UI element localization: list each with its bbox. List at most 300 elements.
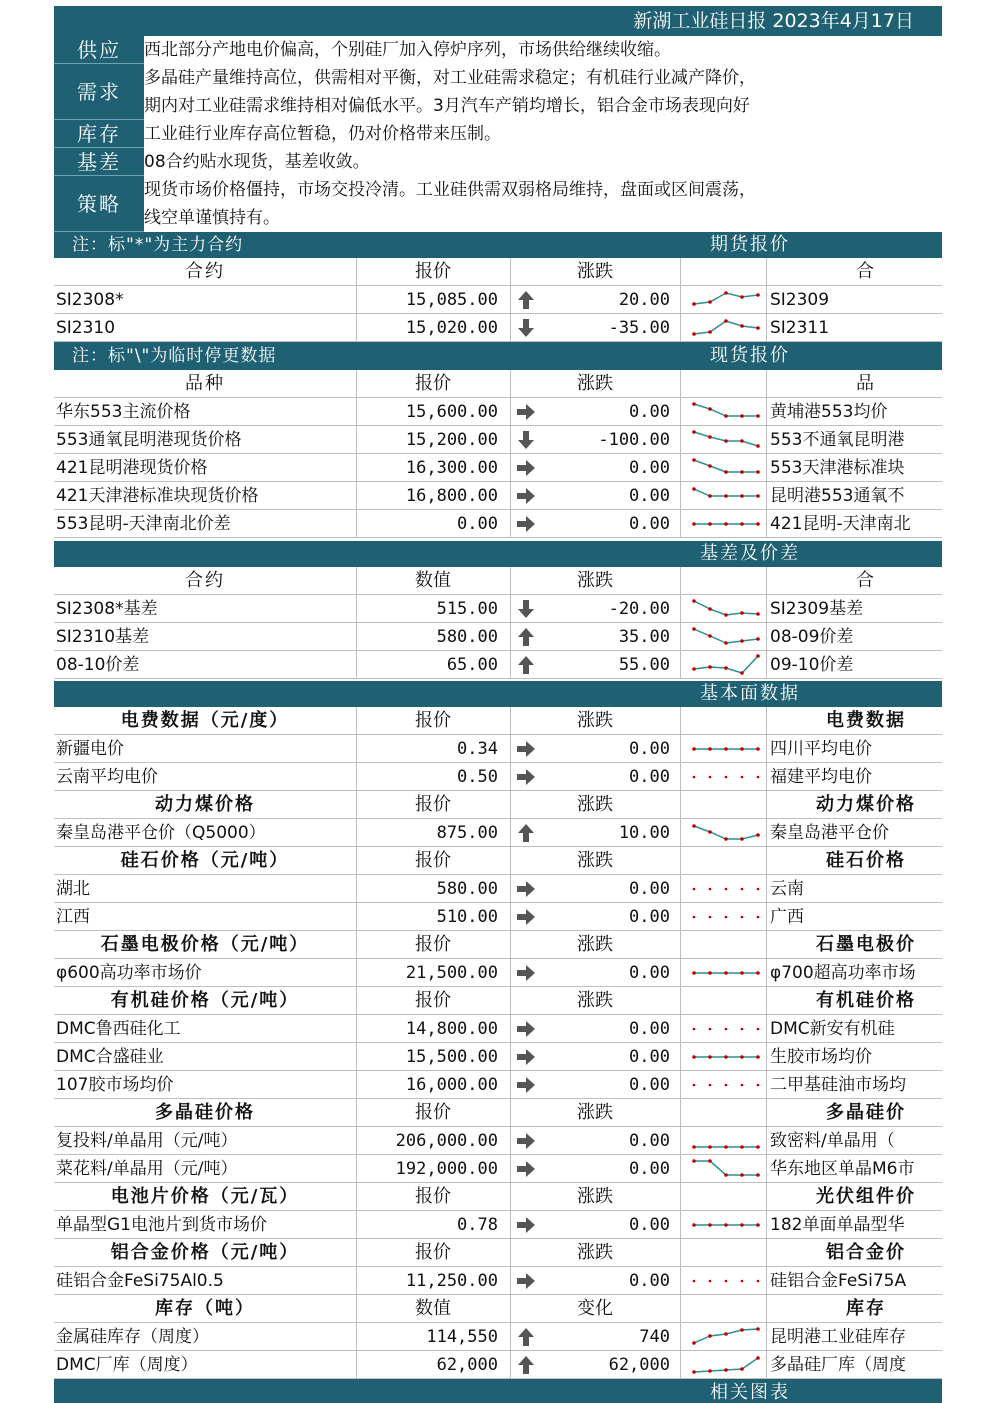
sparkline-point — [708, 665, 712, 669]
footer-title: 相关图表 — [710, 1382, 790, 1403]
sparkline-point — [741, 1280, 744, 1283]
commentary-line: 现货市场价格僵持，市场交投冷清。工业硅供需双弱格局维持，盘面或区间震荡， — [144, 180, 756, 200]
row-name: 菜花料/单晶用（元/吨） — [56, 1159, 238, 1179]
report-title: 新湖工业硅日报 2023年4月17日 — [633, 10, 914, 32]
column-divider — [680, 370, 681, 538]
row-price: 0.78 — [457, 1215, 498, 1235]
header-change: 涨跌 — [577, 1102, 613, 1123]
sparkline-point — [708, 747, 712, 751]
row-sparkline — [684, 454, 764, 482]
sparkline-point — [757, 888, 760, 891]
row-price: 192,000.00 — [395, 1159, 498, 1179]
row-sparkline — [684, 1015, 764, 1043]
table-header-row — [54, 1099, 942, 1127]
column-divider — [356, 567, 357, 679]
row-change: 10.00 — [618, 823, 670, 843]
sparkline-point — [741, 1028, 744, 1031]
sparkline-chart — [690, 288, 762, 312]
row-right-name: 多晶硅厂库（周度 — [770, 1355, 906, 1375]
sparkline-point — [741, 1084, 744, 1087]
header-name: 有机硅价格（元/吨） — [110, 990, 300, 1011]
sparkline-point — [708, 1369, 712, 1373]
row-name: 湖北 — [56, 879, 90, 899]
sparkline-point — [756, 637, 760, 641]
header-change: 涨跌 — [577, 261, 613, 282]
header-change: 涨跌 — [577, 1186, 613, 1207]
header-price: 报价 — [415, 1102, 451, 1123]
sparkline-line — [694, 1329, 758, 1343]
sparkline-point — [756, 1173, 760, 1177]
sparkline-point — [740, 1367, 744, 1371]
row-price: 65.00 — [446, 655, 498, 675]
table-row — [54, 1043, 942, 1071]
header-price: 报价 — [415, 373, 451, 394]
sparkline-point — [708, 522, 712, 526]
sparkline-point — [692, 667, 696, 671]
header-name: 库存（吨） — [155, 1298, 255, 1319]
sparkline-point — [724, 470, 728, 474]
row-name: φ600高功率市场价 — [56, 963, 202, 983]
header-price: 报价 — [415, 261, 451, 282]
table-row — [54, 482, 942, 510]
sparkline-point — [692, 1223, 696, 1227]
sparkline-point — [740, 671, 744, 675]
row-name: 553通氧昆明港现货价格 — [56, 430, 242, 450]
row-price: 11,250.00 — [405, 1271, 498, 1291]
sparkline-point — [756, 1055, 760, 1059]
header-right: 有机硅价格 — [816, 990, 916, 1011]
sparkline-point — [740, 324, 744, 328]
sparkline-point — [708, 407, 712, 411]
row-price: 21,500.00 — [405, 963, 498, 983]
table-row — [54, 426, 942, 454]
row-sparkline — [684, 959, 764, 987]
sparkline-point — [756, 444, 760, 448]
report-title-bar — [54, 6, 942, 36]
sparkline-point — [724, 613, 728, 617]
header-change: 涨跌 — [577, 794, 613, 815]
table-row — [54, 1351, 942, 1379]
sparkline-point — [708, 1334, 712, 1338]
table-row — [54, 623, 942, 651]
row-sparkline — [684, 623, 764, 651]
row-name: 421昆明港现货价格 — [56, 458, 208, 478]
sparkline-point — [725, 1028, 728, 1031]
sparkline-point — [756, 494, 760, 498]
row-price: 0.00 — [457, 514, 498, 534]
sparkline-point — [693, 916, 696, 919]
column-divider — [680, 707, 681, 1379]
sparkline-point — [740, 439, 744, 443]
table-row — [54, 510, 942, 538]
header-price: 数值 — [415, 1298, 451, 1319]
row-sparkline — [684, 510, 764, 538]
row-right-name: 08-09价差 — [770, 627, 854, 647]
row-right-name: 秦皇岛港平仓价 — [770, 823, 889, 843]
row-right-name: SI2309基差 — [770, 599, 864, 619]
sparkline-point — [724, 1223, 728, 1227]
row-change: 0.00 — [629, 1131, 670, 1151]
sparkline-point — [724, 1332, 728, 1336]
row-name: SI2310基差 — [56, 627, 150, 647]
row-sparkline — [684, 314, 764, 342]
sparkline-line — [694, 826, 758, 839]
row-change: 740 — [639, 1327, 670, 1347]
sparkline-chart — [690, 1017, 762, 1041]
header-change: 涨跌 — [577, 570, 613, 591]
column-divider — [510, 258, 511, 342]
report-sheet — [54, 6, 942, 1403]
table-row — [54, 314, 942, 342]
row-right-name: 福建平均电价 — [770, 767, 872, 787]
sparkline-chart — [690, 1073, 762, 1097]
sparkline-line — [694, 601, 758, 615]
sparkline-point — [757, 1084, 760, 1087]
table-row — [54, 875, 942, 903]
sparkline-point — [692, 1055, 696, 1059]
row-change: 0.00 — [629, 458, 670, 478]
row-name: 云南平均电价 — [56, 767, 158, 787]
sparkline-point — [756, 522, 760, 526]
row-name: 秦皇岛港平仓价（Q5000） — [56, 823, 266, 843]
sparkline-point — [724, 439, 728, 443]
sparkline-point — [757, 776, 760, 779]
sparkline-chart — [690, 484, 762, 508]
row-change: 35.00 — [618, 627, 670, 647]
sparkline-point — [709, 888, 712, 891]
header-right: 电费数据 — [826, 710, 906, 731]
sparkline-point — [756, 1356, 760, 1360]
row-right-name: 硅铝合金FeSi75A — [770, 1271, 907, 1291]
row-right-name: 182单面单晶型华 — [770, 1215, 905, 1235]
table-row — [54, 1267, 942, 1295]
header-name: 动力煤价格 — [155, 794, 255, 815]
header-change: 涨跌 — [577, 710, 613, 731]
sparkline-point — [740, 1173, 744, 1177]
row-price: 16,000.00 — [405, 1075, 498, 1095]
row-price: 580.00 — [436, 627, 498, 647]
row-right-name: 华东地区单晶M6市 — [770, 1159, 915, 1179]
table-row — [54, 454, 942, 482]
section-title: 期货报价 — [710, 234, 790, 255]
commentary-line: 多晶硅产量维持高位，供需相对平衡，对工业硅需求稳定；有机硅行业减产降价， — [144, 68, 756, 88]
table-row — [54, 286, 942, 314]
sparkline-point — [708, 330, 712, 334]
row-name: DMC鲁西硅化工 — [56, 1019, 181, 1039]
sparkline-chart — [690, 1129, 762, 1153]
header-price: 报价 — [415, 990, 451, 1011]
sparkline-chart — [690, 625, 762, 649]
sparkline-chart — [690, 1325, 762, 1349]
row-right-name: 云南 — [770, 879, 804, 899]
row-sparkline — [684, 1071, 764, 1099]
row-name: 单晶型G1电池片到货市场价 — [56, 1215, 267, 1235]
row-right-name: 昆明港553通氧不 — [770, 486, 905, 506]
commentary-category-0: 供应 — [54, 36, 144, 64]
sparkline-chart — [690, 512, 762, 536]
column-divider — [766, 567, 767, 679]
row-sparkline — [684, 1043, 764, 1071]
column-divider — [356, 707, 357, 1379]
row-change: 55.00 — [618, 655, 670, 675]
sparkline-point — [709, 1028, 712, 1031]
sparkline-point — [756, 1327, 760, 1331]
commentary-category-4: 策略 — [54, 176, 144, 232]
header-right: 光伏组件价 — [816, 1186, 916, 1207]
header-change: 涨跌 — [577, 373, 613, 394]
sparkline-point — [693, 1280, 696, 1283]
sparkline-point — [740, 494, 744, 498]
row-change: 0.00 — [629, 1159, 670, 1179]
sparkline-point — [725, 1084, 728, 1087]
row-change: 0.00 — [629, 514, 670, 534]
sparkline-chart — [690, 765, 762, 789]
section-note: 注：标"*"为主力合约 — [72, 235, 244, 255]
row-sparkline — [684, 1155, 764, 1183]
sparkline-point — [740, 470, 744, 474]
section-note: 注：标"\"为临时停更数据 — [72, 346, 277, 366]
row-change: 0.00 — [629, 486, 670, 506]
column-divider — [766, 258, 767, 342]
table-header-row — [54, 931, 942, 959]
sparkline-point — [724, 319, 728, 323]
sparkline-point — [740, 414, 744, 418]
sparkline-point — [740, 295, 744, 299]
header-change: 涨跌 — [577, 990, 613, 1011]
commentary-category-3: 基差 — [54, 148, 144, 176]
row-name: 江西 — [56, 907, 90, 927]
sparkline-point — [740, 1223, 744, 1227]
sparkline-point — [692, 487, 696, 491]
sparkline-line — [694, 1161, 758, 1175]
header-change: 涨跌 — [577, 850, 613, 871]
row-change: 62,000 — [608, 1355, 670, 1375]
sparkline-point — [756, 414, 760, 418]
sparkline-point — [725, 888, 728, 891]
table-header-row — [54, 567, 942, 595]
table-row — [54, 651, 942, 679]
header-right: 合 — [856, 570, 876, 591]
sparkline-chart — [690, 1353, 762, 1377]
sparkline-chart — [690, 877, 762, 901]
section-header-bar — [54, 541, 942, 567]
row-price: 15,085.00 — [405, 290, 498, 310]
row-price: 16,800.00 — [405, 486, 498, 506]
sparkline-point — [692, 1145, 696, 1149]
row-sparkline — [684, 1351, 764, 1379]
sparkline-point — [740, 1145, 744, 1149]
table-row — [54, 1071, 942, 1099]
section-header-bar — [54, 232, 942, 258]
sparkline-point — [709, 916, 712, 919]
row-sparkline — [684, 903, 764, 931]
sparkline-point — [693, 1028, 696, 1031]
row-sparkline — [684, 286, 764, 314]
sparkline-point — [740, 611, 744, 615]
table-row — [54, 819, 942, 847]
row-change: 0.00 — [629, 1047, 670, 1067]
sparkline-point — [757, 916, 760, 919]
sparkline-chart — [690, 1213, 762, 1237]
header-price: 报价 — [415, 710, 451, 731]
header-name: 合约 — [185, 570, 225, 591]
column-divider — [356, 258, 357, 342]
sparkline-chart — [690, 597, 762, 621]
sparkline-point — [756, 326, 760, 330]
column-divider — [766, 370, 767, 538]
sparkline-point — [740, 837, 744, 841]
row-name: DMC合盛硅业 — [56, 1047, 164, 1067]
table-row — [54, 735, 942, 763]
table-header-row — [54, 1183, 942, 1211]
sparkline-point — [724, 1145, 728, 1149]
header-price: 报价 — [415, 1186, 451, 1207]
sparkline-point — [692, 458, 696, 462]
header-price: 报价 — [415, 794, 451, 815]
sparkline-point — [757, 1028, 760, 1031]
sparkline-point — [693, 888, 696, 891]
row-price: 515.00 — [436, 599, 498, 619]
sparkline-point — [692, 599, 696, 603]
header-change: 涨跌 — [577, 1242, 613, 1263]
row-right-name: 昆明港工业硅库存 — [770, 1327, 906, 1347]
row-name: 复投料/单晶用（元/吨） — [56, 1131, 238, 1151]
row-price: 62,000 — [436, 1355, 498, 1375]
row-change: -100.00 — [598, 430, 670, 450]
row-right-name: DMC新安有机硅 — [770, 1019, 895, 1039]
row-right-name: 二甲基硅油市场均 — [770, 1075, 906, 1095]
header-price: 数值 — [415, 570, 451, 591]
sparkline-point — [724, 494, 728, 498]
table-header-row — [54, 1295, 942, 1323]
sparkline-point — [740, 1055, 744, 1059]
row-name: 金属硅库存（周度） — [56, 1327, 209, 1347]
sparkline-point — [756, 1223, 760, 1227]
section-title: 基差及价差 — [700, 543, 800, 564]
row-name: SI2310 — [56, 318, 116, 338]
row-price: 0.34 — [457, 739, 498, 759]
sparkline-point — [692, 747, 696, 751]
row-name: 硅铝合金FeSi75Al0.5 — [56, 1271, 224, 1291]
header-name: 石墨电极价格（元/吨） — [100, 934, 310, 955]
sparkline-chart — [690, 400, 762, 424]
section-header-bar — [54, 342, 942, 370]
column-divider — [510, 707, 511, 1379]
sparkline-point — [709, 1280, 712, 1283]
column-divider — [766, 707, 767, 1379]
sparkline-chart — [690, 456, 762, 480]
row-sparkline — [684, 1127, 764, 1155]
header-right: 库存 — [846, 1298, 886, 1319]
row-right-name: SI2311 — [770, 318, 830, 338]
sparkline-point — [756, 612, 760, 616]
row-right-name: 553不通氧昆明港 — [770, 430, 905, 450]
row-change: 0.00 — [629, 1075, 670, 1095]
sparkline-point — [692, 430, 696, 434]
sparkline-point — [692, 1159, 696, 1163]
row-right-name: 黄埔港553均价 — [770, 402, 888, 422]
header-price: 报价 — [415, 1242, 451, 1263]
row-change: 0.00 — [629, 1019, 670, 1039]
sparkline-point — [708, 971, 712, 975]
row-sparkline — [684, 482, 764, 510]
sparkline-chart — [690, 1269, 762, 1293]
header-price: 报价 — [415, 850, 451, 871]
sparkline-point — [692, 522, 696, 526]
row-change: 20.00 — [618, 290, 670, 310]
column-divider — [680, 567, 681, 679]
row-name: SI2308* — [56, 290, 124, 310]
header-name: 品种 — [185, 373, 225, 394]
commentary-category-1: 需求 — [54, 64, 144, 120]
table-row — [54, 1127, 942, 1155]
sparkline-point — [708, 1159, 712, 1163]
row-price: 0.50 — [457, 767, 498, 787]
row-change: -35.00 — [608, 318, 670, 338]
sparkline-point — [708, 830, 712, 834]
sparkline-point — [708, 494, 712, 498]
row-name: 华东553主流价格 — [56, 402, 191, 422]
sparkline-chart — [690, 1045, 762, 1069]
row-right-name: 四川平均电价 — [770, 739, 872, 759]
sparkline-point — [757, 1280, 760, 1283]
sparkline-point — [692, 302, 696, 306]
sparkline-point — [724, 666, 728, 670]
row-price: 580.00 — [436, 879, 498, 899]
table-header-row — [54, 791, 942, 819]
sparkline-chart — [690, 821, 762, 845]
sparkline-point — [724, 837, 728, 841]
sparkline-point — [708, 435, 712, 439]
row-change: 0.00 — [629, 1215, 670, 1235]
row-change: 0.00 — [629, 767, 670, 787]
row-sparkline — [684, 651, 764, 679]
row-price: 16,300.00 — [405, 458, 498, 478]
sparkline-point — [724, 641, 728, 645]
sparkline-point — [756, 293, 760, 297]
sparkline-chart — [690, 653, 762, 677]
header-name: 合约 — [185, 261, 225, 282]
sparkline-point — [692, 332, 696, 336]
table-row — [54, 959, 942, 987]
row-price: 15,500.00 — [405, 1047, 498, 1067]
section-title: 基本面数据 — [700, 683, 800, 704]
sparkline-point — [724, 1055, 728, 1059]
footer-bar — [54, 1379, 942, 1403]
row-sparkline — [684, 426, 764, 454]
sparkline-point — [693, 776, 696, 779]
row-right-name: SI2309 — [770, 290, 830, 310]
sparkline-point — [741, 776, 744, 779]
sparkline-point — [756, 654, 760, 658]
row-change: -20.00 — [608, 599, 670, 619]
sparkline-point — [741, 916, 744, 919]
sparkline-point — [756, 833, 760, 837]
row-right-name: 广西 — [770, 907, 804, 927]
commentary-line: 线空单谨慎持有。 — [144, 208, 280, 228]
sparkline-point — [708, 634, 712, 638]
sparkline-line — [694, 432, 758, 446]
row-change: 0.00 — [629, 963, 670, 983]
table-header-row — [54, 258, 942, 286]
sparkline-point — [740, 639, 744, 643]
header-name: 电费数据（元/度） — [120, 710, 290, 731]
header-right: 石墨电极价 — [816, 934, 916, 955]
row-price: 510.00 — [436, 907, 498, 927]
sparkline-line — [694, 656, 758, 673]
row-price: 206,000.00 — [395, 1131, 498, 1151]
sparkline-point — [709, 1084, 712, 1087]
